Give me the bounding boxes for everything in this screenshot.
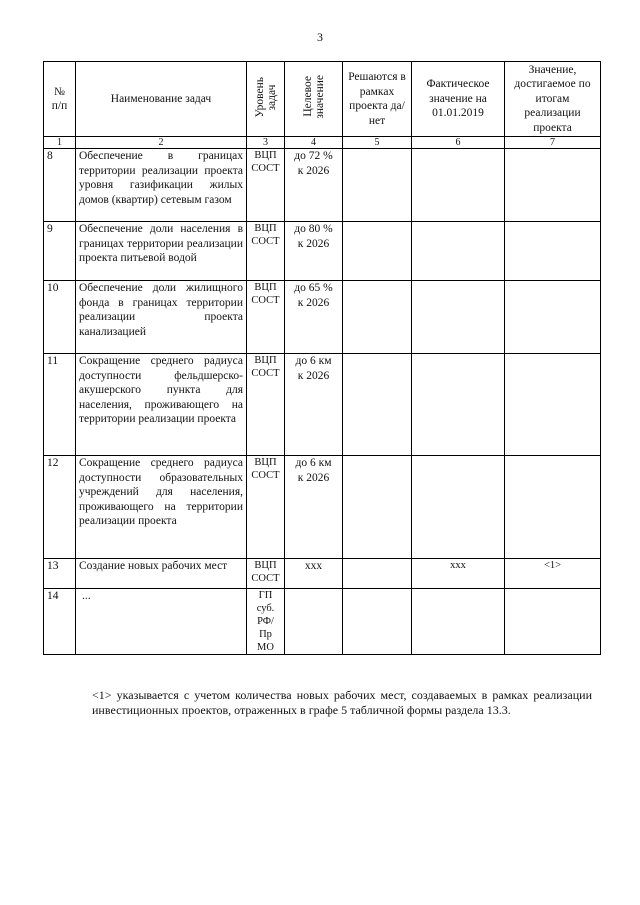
column-index-row — [44, 137, 601, 149]
solved-cell — [343, 354, 412, 456]
task-level: ГП суб. РФ/ Пр МО — [247, 589, 285, 655]
actual-cell — [412, 281, 505, 354]
header-target: Целевое значение — [285, 62, 343, 137]
row-number: 14 — [44, 589, 76, 655]
solved-cell — [343, 222, 412, 281]
header-num: № п/п — [44, 62, 76, 137]
header-actual: Фактическое значение на 01.01.2019 — [412, 62, 505, 137]
col-index: 7 — [505, 137, 601, 149]
target-value: до 6 км к 2026 — [285, 354, 343, 456]
target-value: до 65 % к 2026 — [285, 281, 343, 354]
task-name: Создание новых рабочих мест — [76, 559, 247, 589]
row-number: 13 — [44, 559, 76, 589]
table-row — [44, 456, 601, 559]
solved-cell — [343, 149, 412, 222]
header-result: Значение, достигаемое по итогам реализации проекта — [505, 62, 601, 137]
task-level: ВЦП СОСТ — [247, 222, 285, 281]
row-number: 8 — [44, 149, 76, 222]
actual-cell — [412, 589, 505, 655]
result-cell — [505, 354, 601, 456]
solved-cell — [343, 559, 412, 589]
table-row — [44, 589, 601, 655]
tasks-table — [43, 61, 601, 655]
row-number: 10 — [44, 281, 76, 354]
task-name: Обеспечение доли жилищного фонда в границах территории реализации проекта канализацией — [76, 281, 247, 354]
header-row — [44, 62, 601, 137]
result-cell — [505, 222, 601, 281]
task-level: ВЦП СОСТ — [247, 281, 285, 354]
header-level: Уровень задач — [247, 62, 285, 137]
header-name: Наименование задач — [76, 62, 247, 137]
col-index: 6 — [412, 137, 505, 149]
col-index: 3 — [247, 137, 285, 149]
target-value: до 72 % к 2026 — [285, 149, 343, 222]
col-index: 5 — [343, 137, 412, 149]
task-name: Обеспечение доли населения в границах территории реализации проекта питьевой водой — [76, 222, 247, 281]
task-name: ... — [76, 589, 247, 655]
table-row — [44, 559, 601, 589]
table-row — [44, 222, 601, 281]
task-name: Обеспечение в границах территории реализации проекта уровня газификации жилых домов (квартир) сетевым газом — [76, 149, 247, 222]
result-cell — [505, 149, 601, 222]
row-number: 12 — [44, 456, 76, 559]
row-number: 9 — [44, 222, 76, 281]
task-level: ВЦП СОСТ — [247, 559, 285, 589]
target-value: до 6 км к 2026 — [285, 456, 343, 559]
target-value — [285, 589, 343, 655]
solved-cell — [343, 281, 412, 354]
table-row — [44, 149, 601, 222]
actual-cell — [412, 222, 505, 281]
task-level: ВЦП СОСТ — [247, 149, 285, 222]
result-cell: <1> — [505, 559, 601, 589]
col-index: 2 — [76, 137, 247, 149]
result-cell — [505, 281, 601, 354]
header-solved: Решаются в рамках проекта да/нет — [343, 62, 412, 137]
result-cell — [505, 589, 601, 655]
col-index: 4 — [285, 137, 343, 149]
task-level: ВЦП СОСТ — [247, 354, 285, 456]
target-value: до 80 % к 2026 — [285, 222, 343, 281]
task-name: Сокращение среднего радиуса доступности фельдшерско-акушерского пункта для населения, проживающего на территории реализации проекта — [76, 354, 247, 456]
actual-cell — [412, 354, 505, 456]
solved-cell — [343, 456, 412, 559]
table-row — [44, 281, 601, 354]
actual-cell — [412, 456, 505, 559]
result-cell — [505, 456, 601, 559]
row-number: 11 — [44, 354, 76, 456]
page-number: 3 — [317, 30, 323, 44]
solved-cell — [343, 589, 412, 655]
col-index: 1 — [44, 137, 76, 149]
actual-cell — [412, 149, 505, 222]
actual-cell: ххх — [412, 559, 505, 589]
target-value: ххх — [285, 559, 343, 589]
task-name: Сокращение среднего радиуса доступности образовательных учреждений для населения, проживающего на территории реализации проекта — [76, 456, 247, 559]
footnote: <1> указывается с учетом количества новых рабочих мест, создаваемых в рамках реализации инвестиционных проектов, отраженных в графе 5 табличной формы раздела 13.3. — [92, 688, 592, 717]
table-row — [44, 354, 601, 456]
task-level: ВЦП СОСТ — [247, 456, 285, 559]
